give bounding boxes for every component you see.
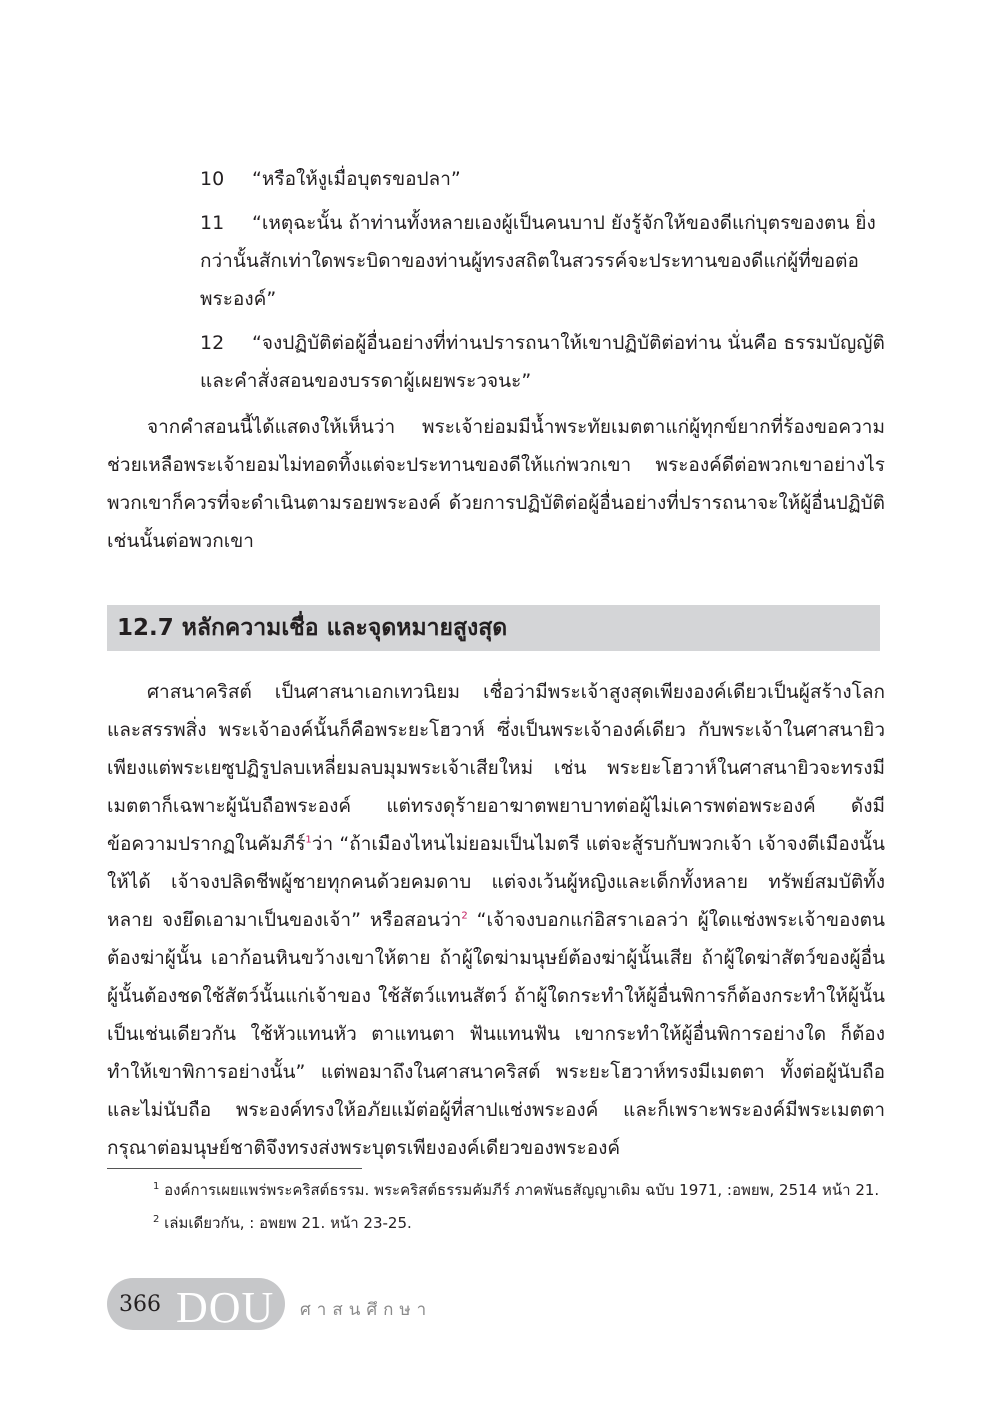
verse-number: 12 (200, 332, 225, 354)
verse-number: 10 (200, 168, 225, 190)
course-name: ศาสนศึกษา (300, 1300, 433, 1320)
verse-text: “หรือให้งูเมื่อบุตรขอปลา” (252, 168, 461, 190)
verse-text: “จงปฏิบัติต่อผู้อื่นอย่างที่ท่านปรารถนาให้เขาปฏิบัติต่อท่าน นั่นคือ ธรรมบัญญัติ และคำสั่งสอนของบรรดาผู้เผยพระวจนะ” (200, 332, 885, 392)
verse-10 (200, 160, 890, 198)
summary-text: จากคำสอนนี้ได้แสดงให้เห็นว่า พระเจ้าย่อมมีน้ำพระทัยเมตตาแก่ผู้ทุกข์ยากที่ร้องขอความช่วยเหลือพระเจ้ายอมไม่ทอดทิ้งแต่จะประทานของดีให้แก่พวกเขา พระองค์ดีต่อพวกเขาอย่างไร พวกเขาก็ควรที่จะดำเนินตามรอยพระองค์ ด้วยการปฏิบัติต่อผู้อื่นอย่างที่ปรารถนาจะให้ผู้อื่นปฏิบัติ เช่นนั้นต่อพวกเขา (107, 416, 885, 552)
footnote-2 (107, 1205, 885, 1238)
body-text-part1: ศาสนาคริสต์ เป็นศาสนาเอกเทวนิยม เชื่อว่ามีพระเจ้าสูงสุดเพียงองค์เดียวเป็นผู้สร้างโลกและสรรพสิ่ง พระเจ้าองค์นั้นก็คือพระยะโฮวาห์ ซึ่งเป็นพระเจ้าองค์เดียว กับพระเจ้าในศาสนายิว เพียงแต่พระเยซูปฏิรูปลบเหลี่ยมลบมุมพระเจ้าเสียใหม่ เช่น พระยะโฮวาห์ในศาสนายิวจะทรงมีเมตตาก็เฉพาะผู้นับถือพระองค์ แต่ทรงดุร้ายอาฆาตพยาบาทต่อผู้ไม่เคารพต่อพระองค์ ดังมีข้อความปรากฏในคัมภีร์ (107, 681, 885, 855)
verse-12 (200, 324, 890, 400)
dou-logo: DOU (176, 1283, 275, 1332)
section-title: 12.7 หลักความเชื่อ และจุดหมายสูงสุด (117, 615, 508, 641)
summary-paragraph (107, 408, 885, 560)
page-number: 366 (119, 1292, 161, 1317)
body-text (107, 673, 885, 1167)
footnote-divider (107, 1168, 362, 1169)
verse-number: 11 (200, 212, 225, 234)
footnote-number: 1 (153, 1181, 160, 1192)
footnote-1 (107, 1172, 885, 1205)
footnote-text: องค์การเผยแพร่พระคริสต์ธรรม. พระคริสต์ธรรมคัมภีร์ ภาคพันธสัญญาเดิม ฉบับ 1971, :อพยพ, 2514 หน้า 21. (159, 1181, 880, 1199)
footnote-text: เล่มเดียวกัน, : อพยพ 21. หน้า 23-25. (159, 1214, 412, 1232)
verse-11 (200, 204, 890, 318)
footnotes (107, 1172, 885, 1238)
body-paragraph (107, 673, 885, 1167)
scripture-verses (200, 160, 890, 406)
footnote-number: 2 (153, 1214, 160, 1225)
footnote-ref-2[interactable]: 2 (461, 910, 468, 922)
footnote-ref-1[interactable]: 1 (305, 834, 312, 846)
body-text-part2: ว่า “ถ้าเมืองไหนไม่ยอมเป็นไมตรี แต่จะสู้รบกับพวกเจ้า เจ้าจงตีเมืองนั้นให้ได้ เจ้าจงปลิดชีพผู้ชายทุกคนด้วยคมดาบ แต่จงเว้นผู้หญิงและเด็กทั้งหลาย ทรัพย์สมบัติทั้งหลาย จงยึดเอามาเป็นของเจ้า” หรือสอนว่า (107, 833, 885, 931)
body-text-part3: “เจ้าจงบอกแก่อิสราเอลว่า ผู้ใดแช่งพระเจ้าของตน ต้องฆ่าผู้นั้น เอาก้อนหินขว้างเขาให้ตาย ถ้าผู้ใดฆ่ามนุษย์ต้องฆ่าผู้นั้นเสีย ถ้าผู้ใดฆ่าสัตว์ของผู้อื่น ผู้นั้นต้องชดใช้สัตว์นั้นแก่เจ้าของ ใช้สัตว์แทนสัตว์ ถ้าผู้ใดกระทำให้ผู้อื่นพิการก็ต้องกระทำให้ผู้นั้นเป็นเช่นเดียวกัน ใช้หัวแทนหัว ตาแทนตา ฟันแทนฟัน เขากระทำให้ผู้อื่นพิการอย่างใด ก็ต้องทำให้เขาพิการอย่างนั้น” แต่พอมาถึงในศาสนาคริสต์ พระยะโฮวาห์ทรงมีเมตตา ทั้งต่อผู้นับถือและไม่นับถือ พระองค์ทรงให้อภัยแม้ต่อผู้ที่สาปแช่งพระองค์ และก็เพราะพระองค์มีพระเมตตากรุณาต่อมนุษย์ชาติจึงทรงส่งพระบุตรเพียงองค์เดียวของพระองค์ (107, 909, 885, 1159)
verse-text: “เหตุฉะนั้น ถ้าท่านทั้งหลายเองผู้เป็นคนบาป ยังรู้จักให้ของดีแก่บุตรของตน ยิ่งกว่านั้นสักเท่าใดพระบิดาของท่านผู้ทรงสถิตในสวรรค์จะประทานของดีแก่ผู้ที่ขอต่อพระองค์” (200, 212, 876, 310)
